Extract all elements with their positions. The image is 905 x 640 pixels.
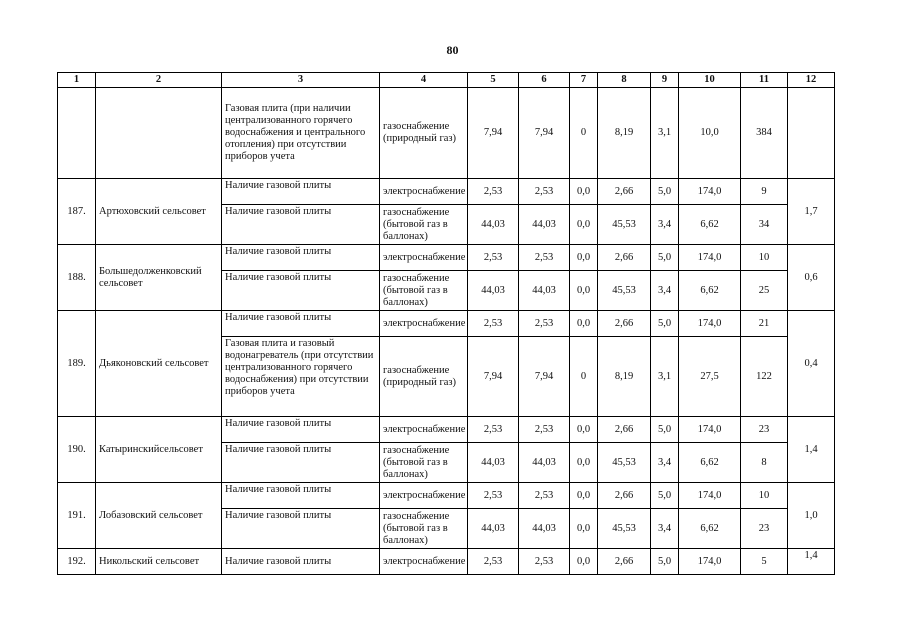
value-cell: 44,03 <box>519 509 570 549</box>
value-cell: 174,0 <box>679 549 741 575</box>
value-cell: 0 <box>570 337 598 417</box>
service-cell: электроснабжение <box>380 311 468 337</box>
value-cell: 34 <box>741 205 788 245</box>
equipment-cell: Наличие газовой плиты <box>222 205 380 245</box>
number-cell: 187. <box>58 179 96 245</box>
value-cell: 0,0 <box>570 311 598 337</box>
value-cell: 2,53 <box>519 311 570 337</box>
value-cell: 2,53 <box>519 483 570 509</box>
value-cell: 3,4 <box>651 509 679 549</box>
service-cell: газоснабжение (природный газ) <box>380 337 468 417</box>
header-cell: 8 <box>598 73 651 88</box>
value-cell: 3,4 <box>651 205 679 245</box>
value-cell: 0,4 <box>788 311 835 417</box>
number-cell: 191. <box>58 483 96 549</box>
header-cell: 2 <box>96 73 222 88</box>
value-cell: 44,03 <box>519 443 570 483</box>
value-cell <box>788 88 835 179</box>
value-cell: 8 <box>741 443 788 483</box>
equipment-cell: Наличие газовой плиты <box>222 483 380 509</box>
value-cell: 23 <box>741 509 788 549</box>
value-cell: 6,62 <box>679 271 741 311</box>
value-cell: 2,53 <box>468 417 519 443</box>
value-cell: 3,1 <box>651 337 679 417</box>
header-cell: 3 <box>222 73 380 88</box>
value-cell: 2,53 <box>468 483 519 509</box>
value-cell: 2,53 <box>519 549 570 575</box>
value-cell: 2,53 <box>519 179 570 205</box>
equipment-cell: Наличие газовой плиты <box>222 179 380 205</box>
value-cell: 2,53 <box>519 417 570 443</box>
value-cell: 44,03 <box>468 443 519 483</box>
value-cell: 2,53 <box>468 245 519 271</box>
service-cell: газоснабжение (бытовой газ в баллонах) <box>380 443 468 483</box>
value-cell: 21 <box>741 311 788 337</box>
header-cell: 7 <box>570 73 598 88</box>
value-cell: 8,19 <box>598 88 651 179</box>
settlement-cell: Катыринскийсельсовет <box>96 417 222 483</box>
value-cell: 44,03 <box>468 509 519 549</box>
table-row <box>58 179 835 205</box>
value-cell: 6,62 <box>679 509 741 549</box>
settlement-cell: Большедолженковский сельсовет <box>96 245 222 311</box>
service-cell: электроснабжение <box>380 179 468 205</box>
service-cell: электроснабжение <box>380 483 468 509</box>
value-cell: 0,6 <box>788 245 835 311</box>
value-cell: 0,0 <box>570 483 598 509</box>
value-cell: 174,0 <box>679 483 741 509</box>
value-cell: 1,4 <box>788 549 835 575</box>
value-cell: 44,03 <box>468 205 519 245</box>
header-cell: 6 <box>519 73 570 88</box>
value-cell: 45,53 <box>598 271 651 311</box>
value-cell: 174,0 <box>679 311 741 337</box>
table-row <box>58 549 835 575</box>
service-cell: газоснабжение (бытовой газ в баллонах) <box>380 509 468 549</box>
value-cell: 44,03 <box>468 271 519 311</box>
tariff-table <box>57 72 835 575</box>
value-cell: 0,0 <box>570 179 598 205</box>
value-cell: 6,62 <box>679 205 741 245</box>
settlement-cell: Артюховский сельсовет <box>96 179 222 245</box>
equipment-cell: Наличие газовой плиты <box>222 417 380 443</box>
value-cell: 5,0 <box>651 245 679 271</box>
value-cell: 5,0 <box>651 417 679 443</box>
value-cell: 45,53 <box>598 443 651 483</box>
number-cell <box>58 88 96 179</box>
settlement-cell: Дьяконовский сельсовет <box>96 311 222 417</box>
value-cell: 384 <box>741 88 788 179</box>
value-cell: 44,03 <box>519 205 570 245</box>
value-cell: 3,4 <box>651 271 679 311</box>
value-cell: 3,4 <box>651 443 679 483</box>
value-cell: 7,94 <box>468 88 519 179</box>
page-number: 80 <box>446 43 459 57</box>
value-cell: 5,0 <box>651 483 679 509</box>
number-cell: 190. <box>58 417 96 483</box>
value-cell: 5 <box>741 549 788 575</box>
value-cell: 174,0 <box>679 417 741 443</box>
value-cell: 0 <box>570 88 598 179</box>
equipment-cell: Наличие газовой плиты <box>222 509 380 549</box>
settlement-cell: Никольский сельсовет <box>96 549 222 575</box>
value-cell: 45,53 <box>598 509 651 549</box>
equipment-cell: Наличие газовой плиты <box>222 271 380 311</box>
value-cell: 27,5 <box>679 337 741 417</box>
header-cell: 9 <box>651 73 679 88</box>
equipment-cell: Наличие газовой плиты <box>222 245 380 271</box>
value-cell: 7,94 <box>468 337 519 417</box>
value-cell: 25 <box>741 271 788 311</box>
table-row <box>58 417 835 443</box>
value-cell: 44,03 <box>519 271 570 311</box>
table-row <box>58 311 835 337</box>
value-cell: 2,66 <box>598 245 651 271</box>
value-cell: 6,62 <box>679 443 741 483</box>
header-cell: 1 <box>58 73 96 88</box>
number-cell: 188. <box>58 245 96 311</box>
value-cell: 0,0 <box>570 245 598 271</box>
table-row <box>58 88 835 179</box>
equipment-cell: Газовая плита и газовый водонагреватель (при отсутствии централизованного горячего водоснабжения) при отсутствии приборов учета <box>222 337 380 417</box>
service-cell: электроснабжение <box>380 245 468 271</box>
header-cell: 10 <box>679 73 741 88</box>
value-cell: 2,53 <box>468 179 519 205</box>
table-row <box>58 483 835 509</box>
header-cell: 11 <box>741 73 788 88</box>
value-cell: 2,66 <box>598 417 651 443</box>
value-cell: 23 <box>741 417 788 443</box>
value-cell: 7,94 <box>519 337 570 417</box>
equipment-cell: Наличие газовой плиты <box>222 311 380 337</box>
service-cell: газоснабжение (бытовой газ в баллонах) <box>380 271 468 311</box>
value-cell: 5,0 <box>651 311 679 337</box>
value-cell: 7,94 <box>519 88 570 179</box>
header-cell: 12 <box>788 73 835 88</box>
value-cell: 5,0 <box>651 179 679 205</box>
value-cell: 0,0 <box>570 417 598 443</box>
value-cell: 1,0 <box>788 483 835 549</box>
value-cell: 122 <box>741 337 788 417</box>
value-cell: 10,0 <box>679 88 741 179</box>
value-cell: 0,0 <box>570 443 598 483</box>
value-cell: 3,1 <box>651 88 679 179</box>
value-cell: 0,0 <box>570 205 598 245</box>
value-cell: 5,0 <box>651 549 679 575</box>
header-cell: 4 <box>380 73 468 88</box>
value-cell: 2,66 <box>598 483 651 509</box>
number-cell: 189. <box>58 311 96 417</box>
value-cell: 1,7 <box>788 179 835 245</box>
value-cell: 0,0 <box>570 509 598 549</box>
equipment-cell: Наличие газовой плиты <box>222 549 380 575</box>
value-cell: 2,66 <box>598 311 651 337</box>
settlement-cell <box>96 88 222 179</box>
equipment-cell: Газовая плита (при наличии централизованного горячего водоснабжения и центрального отопления) при отсутствии приборов учета <box>222 88 380 179</box>
value-cell: 2,53 <box>468 311 519 337</box>
value-cell: 2,53 <box>519 245 570 271</box>
value-cell: 2,66 <box>598 179 651 205</box>
value-cell: 0,0 <box>570 549 598 575</box>
value-cell: 10 <box>741 483 788 509</box>
header-row <box>58 73 835 88</box>
value-cell: 174,0 <box>679 245 741 271</box>
table-row <box>58 245 835 271</box>
value-cell: 8,19 <box>598 337 651 417</box>
value-cell: 2,66 <box>598 549 651 575</box>
value-cell: 9 <box>741 179 788 205</box>
service-cell: газоснабжение (бытовой газ в баллонах) <box>380 205 468 245</box>
settlement-cell: Лобазовский сельсовет <box>96 483 222 549</box>
header-cell: 5 <box>468 73 519 88</box>
equipment-cell: Наличие газовой плиты <box>222 443 380 483</box>
number-cell: 192. <box>58 549 96 575</box>
value-cell: 1,4 <box>788 417 835 483</box>
value-cell: 2,53 <box>468 549 519 575</box>
service-cell: электроснабжение <box>380 549 468 575</box>
service-cell: газоснабжение (природный газ) <box>380 88 468 179</box>
value-cell: 174,0 <box>679 179 741 205</box>
value-cell: 10 <box>741 245 788 271</box>
value-cell: 45,53 <box>598 205 651 245</box>
service-cell: электроснабжение <box>380 417 468 443</box>
value-cell: 0,0 <box>570 271 598 311</box>
